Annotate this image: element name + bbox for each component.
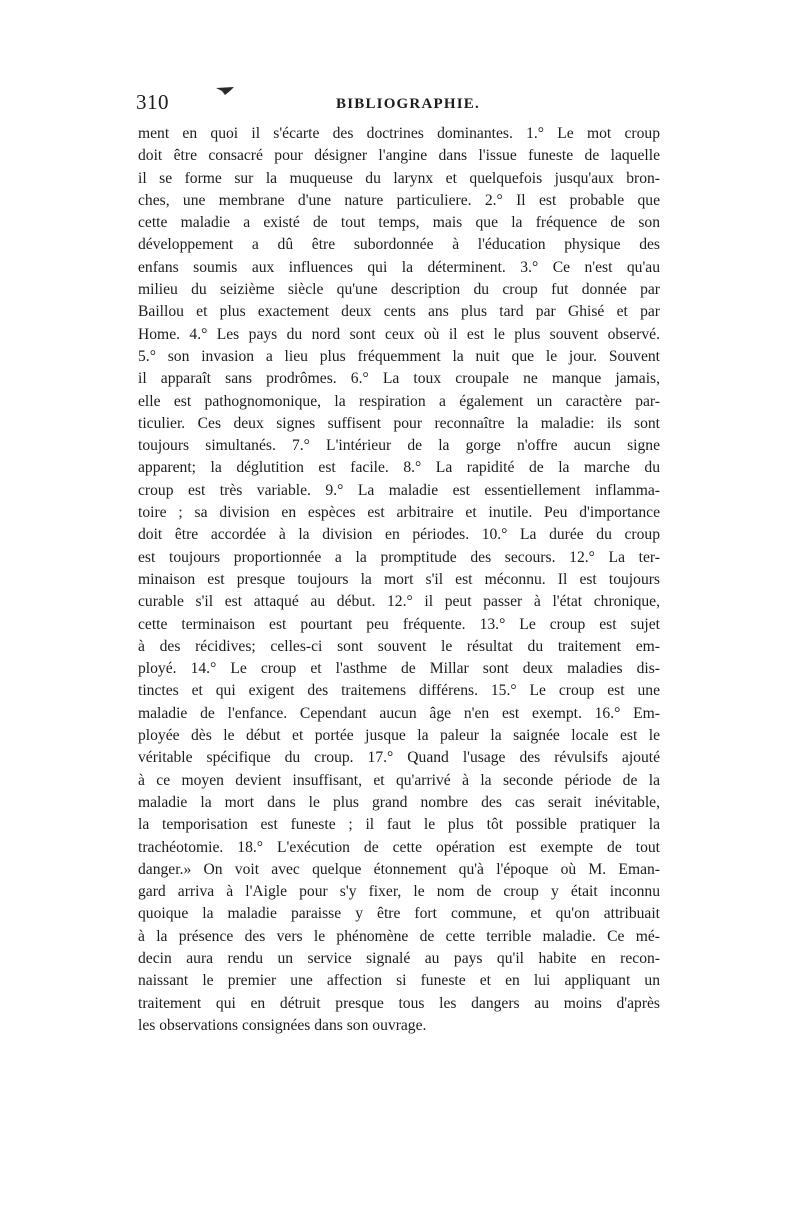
text-line: 5.° son invasion a lieu plus fréquemment la nuit que le jour. Souvent xyxy=(138,347,660,365)
text-line: traitement qui en détruit presque tous les dangers au moins d'après xyxy=(138,994,660,1012)
text-line: decin aura rendu un service signalé au pays qu'il habite en recon- xyxy=(138,949,660,967)
text-line: cette maladie a existé de tout temps, mais que la fréquence de son xyxy=(138,214,660,232)
text-line: toujours simultanés. 7.° L'intérieur de la gorge n'offre aucun signe xyxy=(138,437,660,455)
text-line: milieu du seizième siècle qu'une description du croup fut donnée par xyxy=(138,281,660,299)
text-line: gard arriva à l'Aigle pour s'y fixer, le nom de croup y était inconnu xyxy=(138,883,660,901)
text-line: curable s'il est attaqué au début. 12.° il peut passer à l'état chronique, xyxy=(138,593,660,611)
text-line: tinctes et qui exigent des traitemens différens. 15.° Le croup est une xyxy=(138,682,660,700)
text-line: ches, une membrane d'une nature particuliere. 2.° Il est probable que xyxy=(138,191,660,209)
text-line: trachéotomie. 18.° L'exécution de cette opération est exempte de tout xyxy=(138,838,660,856)
text-line: apparent; la déglutition est facile. 8.° La rapidité de la marche du xyxy=(138,459,660,477)
text-line: minaison est presque toujours la mort s'il est méconnu. Il est toujours xyxy=(138,570,660,588)
text-line: Home. 4.° Les pays du nord sont ceux où il est le plus souvent observé. xyxy=(138,325,660,343)
text-line: elle est pathognomonique, la respiration a également un caractère par- xyxy=(138,392,660,410)
text-line: il apparaît sans prodrômes. 6.° La toux croupale ne manque jamais, xyxy=(138,370,660,388)
ink-blot-mark xyxy=(214,86,236,96)
text-line: doit être accordée à la division en périodes. 10.° La durée du croup xyxy=(138,526,660,544)
text-line: enfans soumis aux influences qui la déterminent. 3.° Ce n'est qu'au xyxy=(138,258,660,276)
text-line: les observations consignées dans son ouvrage. xyxy=(138,1016,427,1034)
text-line: à des récidives; celles-ci sont souvent le résultat du traitement em- xyxy=(138,637,660,655)
text-line: ployée dès le début et portée jusque la paleur la saignée locale est le xyxy=(138,727,660,745)
text-line: maladie de l'enfance. Cependant aucun âge n'en est exempt. 16.° Em- xyxy=(138,704,660,722)
text-line: naissant le premier une affection si funeste et en lui appliquant un xyxy=(138,972,660,990)
text-line: à la présence des vers le phénomène de cette terrible maladie. Ce mé- xyxy=(138,927,660,945)
text-line: Baillou et plus exactement deux cents ans plus tard par Ghisé et par xyxy=(138,303,660,321)
text-line: ployé. 14.° Le croup et l'asthme de Millar sont deux maladies dis- xyxy=(138,660,660,678)
text-line: danger.» On voit avec quelque étonnement qu'à l'époque où M. Eman- xyxy=(138,860,660,878)
text-line: quoique la maladie paraisse y être fort commune, et qu'on attribuait xyxy=(138,905,660,923)
text-line: véritable spécifique du croup. 17.° Quand l'usage des révulsifs ajouté xyxy=(138,749,660,767)
text-line: la temporisation est funeste ; il faut le plus tôt possible pratiquer la xyxy=(138,816,660,834)
body-text xyxy=(138,123,660,1037)
text-line: il se forme sur la muqueuse du larynx et quelquefois jusqu'aux bron- xyxy=(138,169,660,187)
text-line: toire ; sa division en espèces est arbitraire et inutile. Peu d'importance xyxy=(138,504,660,522)
text-line: à ce moyen devient insuffisant, et qu'arrivé à la seconde période de la xyxy=(138,771,660,789)
text-line: est toujours proportionnée a la promptitude des secours. 12.° La ter- xyxy=(138,548,660,566)
text-line: doit être consacré pour désigner l'angine dans l'issue funeste de laquelle xyxy=(138,147,660,165)
page-number: 310 xyxy=(136,90,169,114)
text-line: cette terminaison est pourtant peu fréquente. 13.° Le croup est sujet xyxy=(138,615,660,633)
text-line: développement a dû être subordonnée à l'éducation physique des xyxy=(138,236,660,254)
text-line: croup est très variable. 9.° La maladie est essentiellement inflamma- xyxy=(138,481,660,499)
text-line: ticulier. Ces deux signes suffisent pour reconnaître la maladie: ils sont xyxy=(138,414,660,432)
running-title: BIBLIOGRAPHIE. xyxy=(336,96,480,112)
text-line: ment en quoi il s'écarte des doctrines dominantes. 1.° Le mot croup xyxy=(138,125,660,142)
text-line: maladie la mort dans le plus grand nombre des cas serait inévitable, xyxy=(138,793,660,811)
